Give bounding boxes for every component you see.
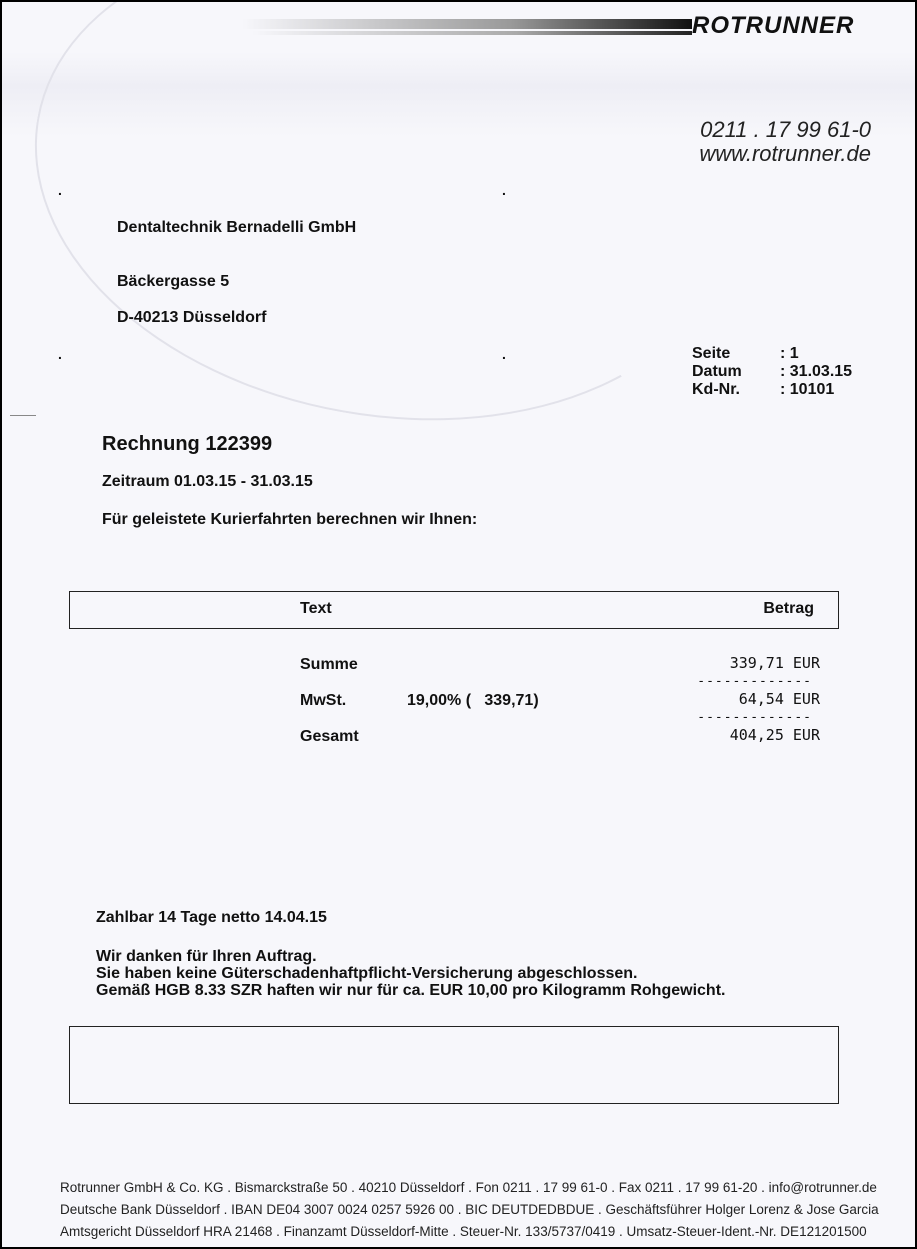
- mwst-value: 64,54 EUR: [738, 690, 820, 708]
- mwst-label: MwSt.: [300, 692, 347, 709]
- header-phone: 0211 . 17 99 61-0: [700, 117, 871, 142]
- fold-mark: .: [502, 182, 506, 198]
- separator: -------------: [697, 674, 812, 689]
- header-contact: [699, 118, 871, 166]
- recipient-company: Dentaltechnik Bernadelli GmbH: [117, 219, 357, 236]
- thanks-note: Wir danken für Ihren Auftrag.: [96, 948, 317, 965]
- meta-label: Datum: [692, 363, 742, 380]
- meta-label: Kd-Nr.: [692, 381, 740, 398]
- column-text: Text: [300, 600, 332, 617]
- fold-mark: .: [58, 182, 62, 198]
- insurance-note: Sie haben keine Güterschadenhaftpflicht-Versicherung abgeschlossen.: [96, 965, 638, 982]
- meta-value: : 31.03.15: [780, 363, 853, 380]
- gesamt-label: Gesamt: [300, 728, 359, 745]
- logo-stripe: [242, 19, 692, 29]
- footer-line-1: Rotrunner GmbH & Co. KG . Bismarckstraße 50 . 40210 Düsseldorf . Fon 0211 . 17 99 61-0 . Fax 0211 . 17 99 61-20 . info@rotrunner.de: [60, 1180, 877, 1195]
- meta-value: : 10101: [780, 381, 835, 398]
- gesamt-value: 404,25 EUR: [729, 726, 820, 744]
- invoice-intro: Für geleistete Kurierfahrten berechnen wir Ihnen:: [102, 511, 478, 528]
- fold-mark: .: [58, 346, 62, 362]
- fold-line: [10, 415, 36, 416]
- payment-terms: Zahlbar 14 Tage netto 14.04.15: [96, 909, 327, 926]
- table-header: [69, 591, 839, 629]
- notes-block: [96, 948, 725, 999]
- column-amount: Betrag: [763, 600, 814, 617]
- company-logo: ROTRUNNER: [692, 12, 855, 39]
- summe-label: Summe: [300, 656, 358, 673]
- recipient-city: D-40213 Düsseldorf: [117, 309, 267, 326]
- meta-value: : 1: [780, 345, 799, 362]
- mwst-detail: 19,00% ( 339,71): [407, 692, 539, 709]
- summe-value: 339,71 EUR: [729, 654, 820, 672]
- invoice-title: Rechnung 122399: [102, 433, 273, 455]
- footer-line-2: Deutsche Bank Düsseldorf . IBAN DE04 3007 0024 0257 5926 00 . BIC DEUTDEDBDUE . Geschäftsführer Holger Lorenz & Jose Garcia: [60, 1202, 879, 1217]
- footer-line-3: Amtsgericht Düsseldorf HRA 21468 . Finanzamt Düsseldorf-Mitte . Steuer-Nr. 133/5737/0419 . Umsatz-Steuer-Ident.-Nr. DE121201500: [60, 1224, 867, 1239]
- liability-note: Gemäß HGB 8.33 SZR haften wir nur für ca. EUR 10,00 pro Kilogramm Rohgewicht.: [96, 982, 726, 999]
- logo-stripe: [252, 31, 692, 35]
- header-website: www.rotrunner.de: [699, 141, 871, 166]
- empty-box: [69, 1026, 839, 1104]
- invoice-meta: [692, 345, 858, 399]
- separator: -------------: [697, 710, 812, 725]
- fold-mark: .: [502, 346, 506, 362]
- invoice-period: Zeitraum 01.03.15 - 31.03.15: [102, 473, 313, 490]
- decorative-swoosh: [0, 0, 772, 474]
- recipient-street: Bäckergasse 5: [117, 273, 230, 290]
- meta-label: Seite: [692, 345, 731, 362]
